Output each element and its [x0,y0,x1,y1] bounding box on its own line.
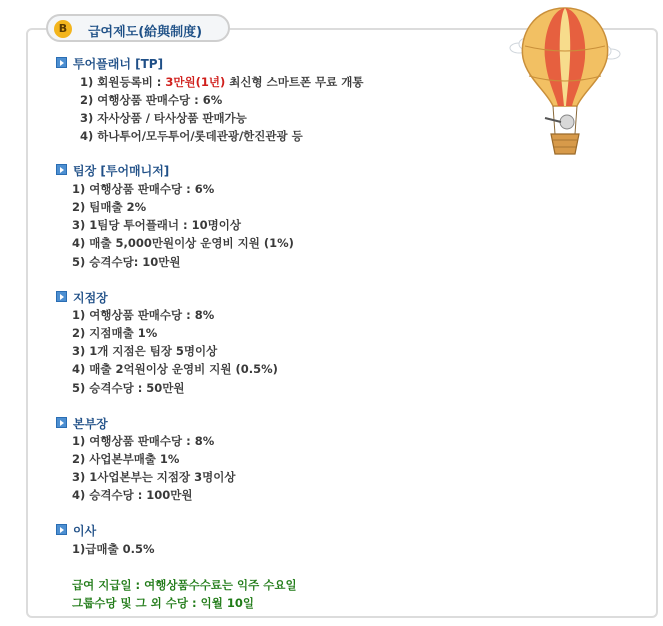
list-item: 2) 팀매출 2% [72,200,147,214]
list-item: 1)급매출 0.5% [72,542,155,556]
page-title: 급여제도(給與制度) [88,25,203,40]
list-item: 3) 1팀당 투어플래너 : 10명이상 [72,218,241,232]
arrow-bullet-icon [56,524,67,535]
list-item: 2) 지점매출 1% [72,326,158,340]
list-item: 1) 여행상품 판매수당 : 6% [72,182,215,196]
section-title-division-head: 본부장 [56,415,108,432]
fee-highlight: 3만원(1년) [165,75,226,89]
section-title-tour-planner: 투어플래너 [TP] [56,55,163,72]
list-item: 4) 승격수당 : 100만원 [72,488,193,502]
badge-b: B [54,20,72,38]
section-title-director: 이사 [56,522,96,539]
list-item: 2) 사업본부매출 1% [72,452,180,466]
list-item: 1) 회원등록비 : 3만원(1년) 최신형 스마트폰 무료 개통 [80,75,364,89]
list-item: 3) 자사상품 / 타사상품 판매가능 [80,111,247,125]
arrow-bullet-icon [56,417,67,428]
arrow-bullet-icon [56,164,67,175]
list-item: 4) 매출 2억원이상 운영비 지원 (0.5%) [72,362,278,376]
list-item: 5) 승격수당 : 50만원 [72,381,185,395]
list-item: 1) 여행상품 판매수당 : 8% [72,434,215,448]
list-item: 4) 매출 5,000만원이상 운영비 지원 (1%) [72,236,294,250]
section-title-branch-manager: 지점장 [56,289,108,306]
list-item: 3) 1사업본부는 지점장 3명이상 [72,470,236,484]
hot-air-balloon-icon [505,6,625,166]
list-item: 2) 여행상품 판매수당 : 6% [80,93,223,107]
list-item: 3) 1개 지점은 팀장 5명이상 [72,344,218,358]
section-title-team-leader: 팀장 [투어매니저] [56,162,169,179]
list-item: 1) 여행상품 판매수당 : 8% [72,308,215,322]
section-tab-header [46,14,230,42]
allowance-date-note: 그룹수당 및 그 외 수당 : 익월 10일 [72,596,254,610]
list-item: 5) 승격수당: 10만원 [72,255,181,269]
arrow-bullet-icon [56,57,67,68]
pay-date-note: 급여 지급일 : 여행상품수수료는 익주 수요일 [72,578,297,592]
list-item: 4) 하나투어/모두투어/롯데관광/한진관광 등 [80,129,303,143]
arrow-bullet-icon [56,291,67,302]
